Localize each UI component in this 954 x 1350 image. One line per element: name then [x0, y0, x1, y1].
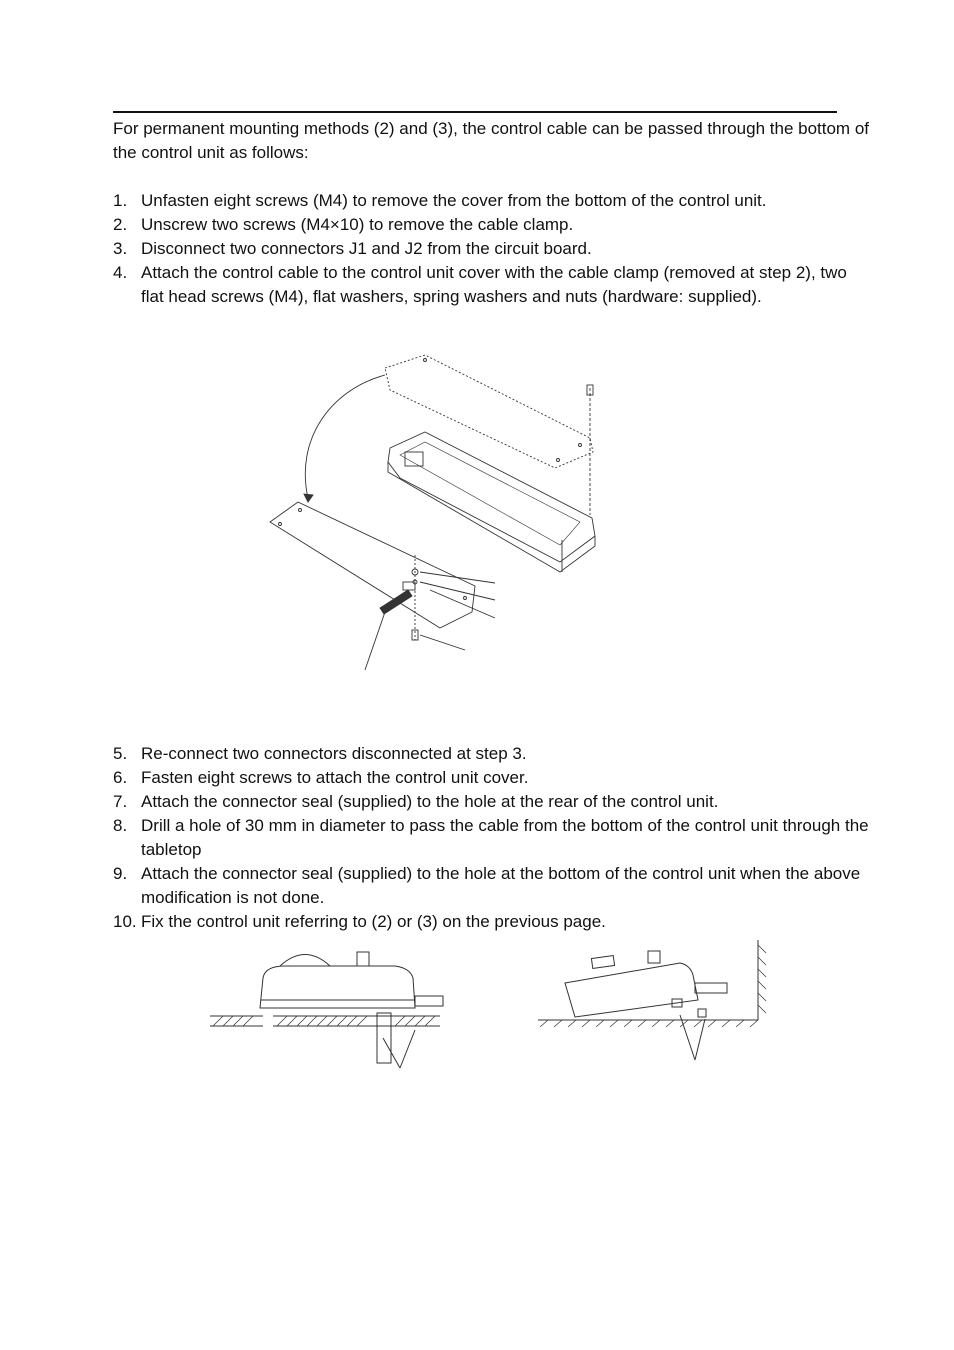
intro-paragraph: For permanent mounting methods (2) and (3), the control cable can be passed through the bottom of the control unit as follows:: [113, 119, 869, 162]
control-unit-body: [388, 432, 595, 562]
step-item: [113, 910, 873, 934]
step-text: Attach the connector seal (supplied) to the hole at the rear of the control unit.: [141, 792, 719, 811]
step-item: [113, 862, 873, 910]
trackball-dome: [280, 955, 330, 967]
screw-hole: [299, 509, 302, 512]
leader-line: [430, 590, 495, 618]
body-side: [388, 462, 595, 572]
control-knob: [357, 952, 369, 966]
step-number: 5.: [113, 744, 128, 763]
step-text: Fasten eight screws to attach the control unit cover.: [141, 768, 529, 787]
step-number: 4.: [113, 263, 128, 282]
arrow-head: [304, 494, 313, 502]
step-item: [113, 814, 873, 862]
step-number: 7.: [113, 792, 128, 811]
step-text: Fix the control unit referring to (2) or (3) on the previous page.: [141, 912, 606, 931]
step-item: [113, 189, 873, 213]
leader-line: [420, 635, 465, 650]
steps-list-part2: [113, 742, 873, 934]
step-text: Unfasten eight screws (M4) to remove the cover from the bottom of the control unit.: [141, 191, 767, 210]
bottom-cover-plate: [270, 502, 475, 628]
step-item: [113, 766, 873, 790]
wall-mount-figure: [530, 935, 770, 1065]
leader-line: [400, 1030, 415, 1068]
screw-hole: [279, 523, 282, 526]
body-interior: [400, 442, 580, 545]
step-text: Attach the control cable to the control unit cover with the cable clamp (removed at step 2), two flat head screws (M4), flat washers, spring washers and nuts (hardware: supplied).: [141, 263, 847, 306]
step-item: [113, 213, 873, 237]
step-text: Disconnect two connectors J1 and J2 from the circuit board.: [141, 239, 592, 258]
step-text: Re-connect two connectors disconnected at step 3.: [141, 744, 527, 763]
step-text: Unscrew two screws (M4×10) to remove the cable clamp.: [141, 215, 574, 234]
step-text: Attach the connector seal (supplied) to the hole at the bottom of the control unit when the above modification is not done.: [141, 864, 861, 907]
exploded-view-figure: [260, 350, 610, 680]
transfer-arrow: [305, 375, 385, 498]
step-text: Drill a hole of 30 mm in diameter to pass the cable from the bottom of the control unit through the tabletop: [141, 816, 869, 859]
rear-cable: [695, 983, 727, 993]
trackball-housing: [591, 956, 614, 969]
step-number: 2.: [113, 215, 128, 234]
step-number: 9.: [113, 864, 128, 883]
tabletop-hatch: [213, 1016, 435, 1026]
step-number: 10.: [113, 912, 137, 931]
leader-line: [420, 572, 495, 583]
leader-line: [365, 612, 385, 670]
control-knob: [648, 951, 660, 963]
step-number: 1.: [113, 191, 128, 210]
step-item: [113, 261, 873, 309]
steps-list-part1: [113, 189, 873, 309]
wall-hatch: [758, 945, 766, 1013]
step-number: 3.: [113, 239, 128, 258]
top-cover-plate: [385, 355, 593, 468]
unit-side-profile: [260, 966, 415, 1008]
connector-seal: [698, 1009, 706, 1017]
step-item: [113, 790, 873, 814]
unit-side-profile: [565, 963, 698, 1017]
screw-hole: [557, 459, 560, 462]
step-item: [113, 742, 873, 766]
table-hatch: [540, 1020, 758, 1027]
header-rule: [113, 111, 837, 113]
step-item: [113, 237, 873, 261]
step-number: 6.: [113, 768, 128, 787]
screw-hole: [579, 444, 582, 447]
rear-cable: [415, 996, 443, 1006]
step-number: 8.: [113, 816, 128, 835]
leader-line: [680, 1015, 695, 1060]
screw-hole: [424, 359, 427, 362]
screw-hole: [464, 597, 467, 600]
cable-through-table: [377, 1013, 391, 1063]
tabletop-mount-figure: [205, 938, 445, 1073]
